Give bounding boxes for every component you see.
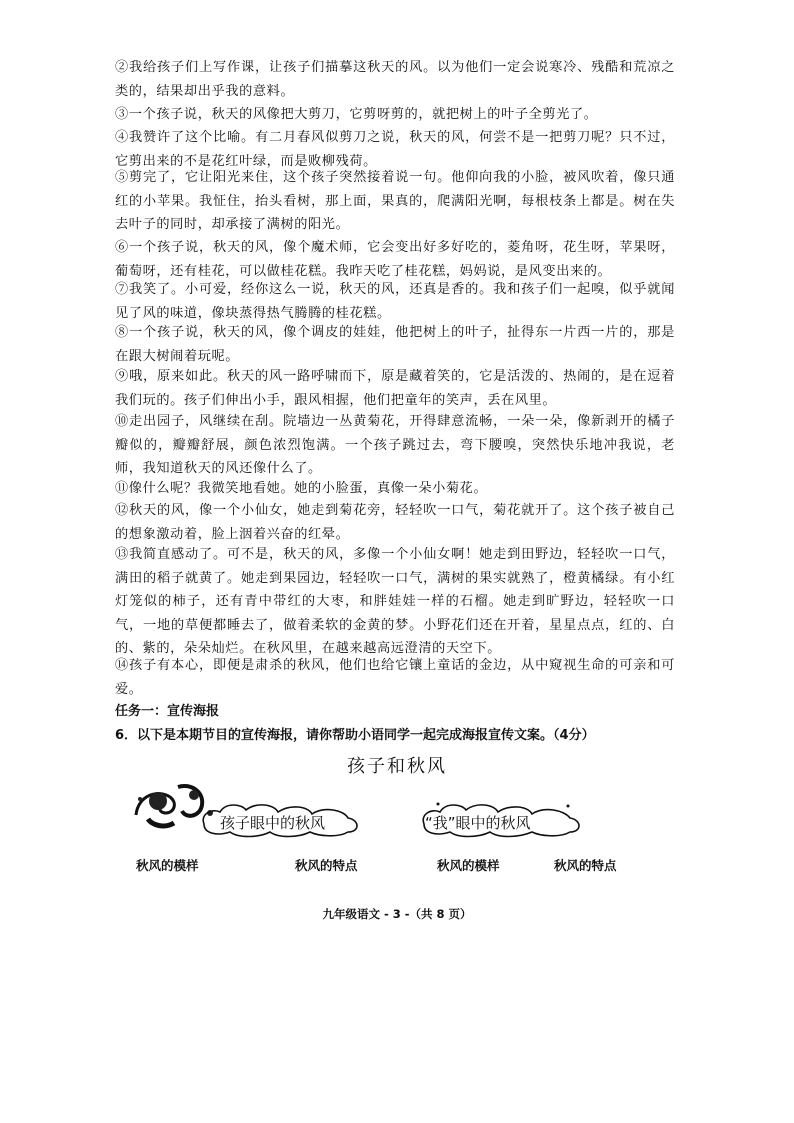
paragraph-11: ⑪像什么呢？我微笑地看她。她的小脸蛋，真像一朵小菊花。: [115, 481, 488, 496]
right-cloud-label: “我”眼中的秋风: [425, 814, 531, 832]
question-6: 6．以下是本期节目的宣传海报，请你帮助小语同学一起完成海报宣传文案。（4分）: [115, 728, 595, 743]
paragraph-6: ⑥一个孩子说，秋天的风，像个魔术师，它会变出好多好吃的，菱角呀，花生呀，苹果呀，葡萄呀，还有桂花，可以做桂花糕。我昨天吃了桂花糕，妈妈说，是风变出来的。: [115, 240, 675, 279]
paragraph-9: ⑨哦，原来如此。秋天的风一路呼啸而下，原是藏着笑的，它是活泼的、热闹的，是在逗着我们玩的。孩子们伸出小手，跟风相握，他们把童年的笑声，丢在风里。: [115, 369, 675, 408]
paragraph-12: ⑫秋天的风，像一个小仙女，她走到菊花旁，轻轻吹一口气，菊花就开了。这个孩子被自己的想象激动着，脸上洇着兴奋的红晕。: [115, 503, 675, 542]
left-cloud-label: 孩子眼中的秋风: [220, 814, 326, 832]
paragraph-10: ⑩走出园子，风继续在刮。院墙边一丛黄菊花，开得肆意流畅，一朵一朵，像新剥开的橘子瓣似的，瓣瓣舒展，颜色浓烈饱满。一个孩子跳过去，弯下腰嗅，突然快乐地冲我说，老师，我知道秋天的风还像什么了。: [115, 414, 675, 477]
right-appearance-label: 秋风的模样: [437, 858, 500, 873]
paragraph-7: ⑦我笑了。小可爱，经你这么一说，秋天的风，还真是香的。我和孩子们一起嗅，似乎就闻见了风的味道，像块蒸得热气腾腾的桂花糕。: [115, 282, 675, 321]
paragraph-4: ④我赞许了这个比喻。有二月春风似剪刀之说，秋天的风，何尝不是一把剪刀呢？只不过，它剪出来的不是花红叶绿，而是败柳残荷。: [115, 130, 675, 169]
left-appearance-label: 秋风的模样: [136, 858, 199, 873]
paragraph-8: ⑧一个孩子说，秋天的风，像个调皮的娃娃，他把树上的叶子，扯得东一片西一片的，那是在跟大树闹着玩呢。: [115, 325, 675, 364]
paragraph-2: ②我给孩子们上写作课，让孩子们描摹这秋天的风。以为他们一定会说寒冷、残酷和荒凉之类的，结果却出乎我的意料。: [115, 60, 675, 99]
paragraph-14: ⑭孩子有本心，即便是肃杀的秋风，他们也给它镶上童话的金边，从中窥视生命的可亲和可爱。: [115, 658, 675, 697]
page-footer: 九年级语文 - 3 -（共 8 页）: [322, 907, 472, 921]
paragraph-5: ⑤剪完了，它让阳光来住，这个孩子突然接着说一句。他仰向我的小脸，被风吹着，像只通红的小苹果。我怔住，抬头看树，那上面，果真的，爬满阳光啊，每根枝条上都是。树在失去叶子的同时，却承接了满树的阳光。: [115, 170, 675, 233]
left-feature-label: 秋风的特点: [295, 858, 358, 873]
paragraph-3: ③一个孩子说，秋天的风像把大剪刀，它剪呀剪的，就把树上的叶子全剪光了。: [115, 107, 598, 122]
paragraph-13: ⑬我简直感动了。可不是，秋天的风，多像一个小仙女啊！她走到田野边，轻轻吹一口气，满田的稻子就黄了。她走到果园边，轻轻吹一口气，满树的果实就熟了，橙黄橘绿。有小红灯笼似的柿子，还有青中带红的大枣，和胖娃娃一样的石榴。她走到旷野边，轻轻吹一口气，一地的草便都睡去了，做着柔软的金黄的梦。小野花们还在开着，星星点点，红的、白的、紫的，朵朵灿烂。在秋风里，在越来越高远澄清的天空下。: [115, 547, 675, 657]
right-feature-label: 秋风的特点: [554, 858, 617, 873]
task-heading: 任务一：宣传海报: [115, 704, 220, 719]
poster-title: 孩子和秋风: [347, 756, 447, 777]
